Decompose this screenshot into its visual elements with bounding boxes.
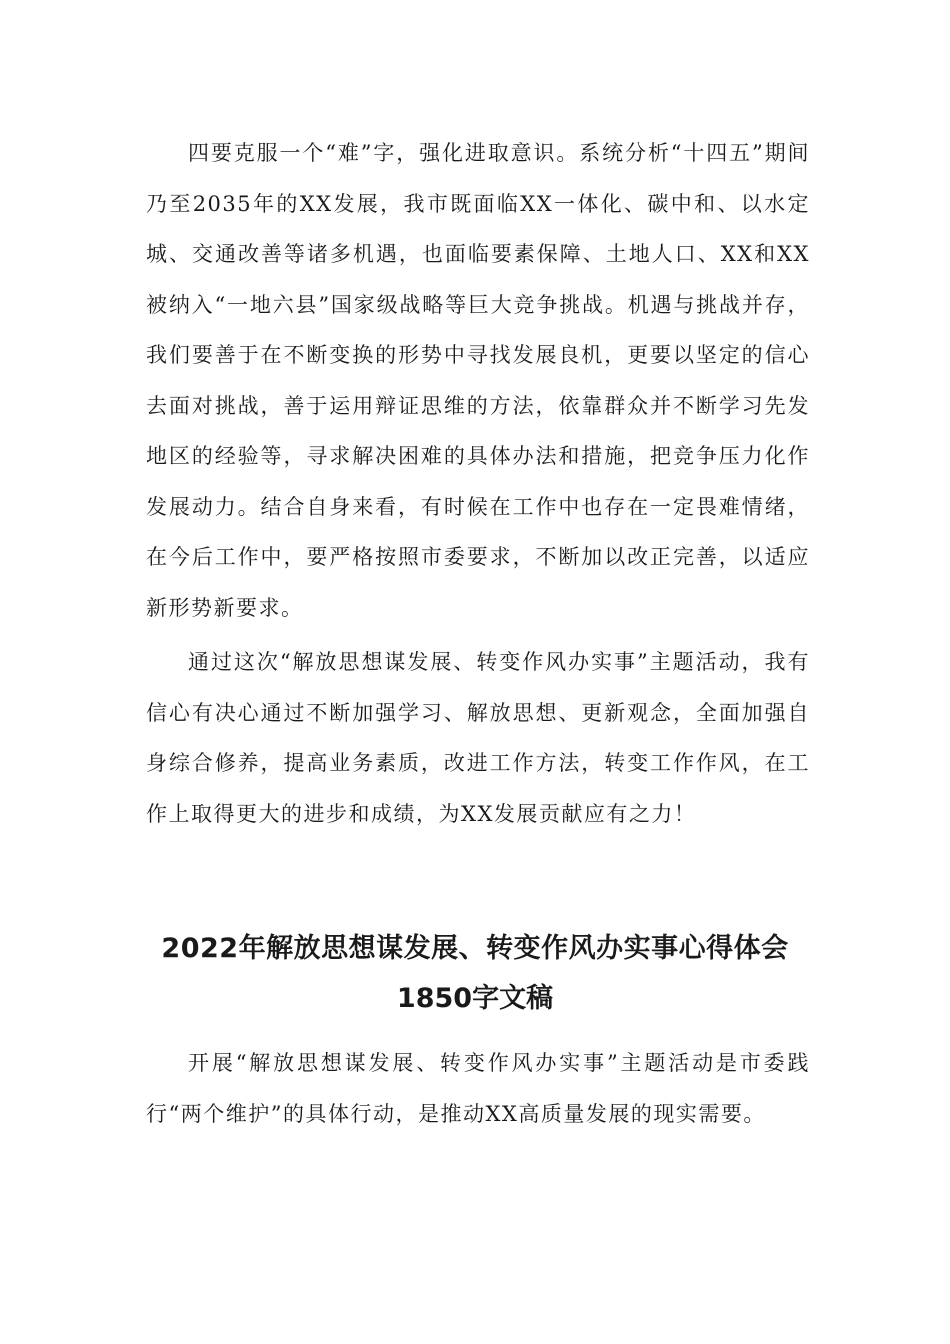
- body-paragraph: 开展“解放思想谋发展、转变作风办实事”主题活动是市委践行“两个维护”的具体行动，是推动XX高质量发展的现实需要。: [146, 1051, 810, 1126]
- section-heading-line-2: 1850字文稿: [396, 983, 554, 1014]
- section-heading-line-1: 2022年解放思想谋发展、转变作风办实事心得体会: [161, 933, 789, 964]
- body-paragraph: 四要克服一个“难”字，强化进取意识。系统分析“十四五”期间乃至2035年的XX发展，我市既面临XX一体化、碳中和、以水定城、交通改善等诸多机遇，也面临要素保障、土地人口、XX和XX被纳入“一地六县”国家级战略等巨大竞争挑战。机遇与挑战并存，我们要善于在不断变换的形势中寻找发展良机，更要以坚定的信心去面对挑战，善于运用辩证思维的方法，依靠群众并不断学习先发地区的经验等，寻求解决困难的具体办法和措施，把竞争压力化作发展动力。结合自身来看，有时候在工作中也存在一定畏难情绪，在今后工作中，要严格按照市委要求，不断加以改正完善，以适应新形势新要求。: [146, 141, 810, 620]
- body-paragraph: 通过这次“解放思想谋发展、转变作风办实事”主题活动，我有信心有决心通过不断加强学习、解放思想、更新观念，全面加强自身综合修养，提高业务素质，改进工作方法，转变工作作风，在工作上取得更大的进步和成绩，为XX发展贡献应有之力！: [146, 650, 810, 826]
